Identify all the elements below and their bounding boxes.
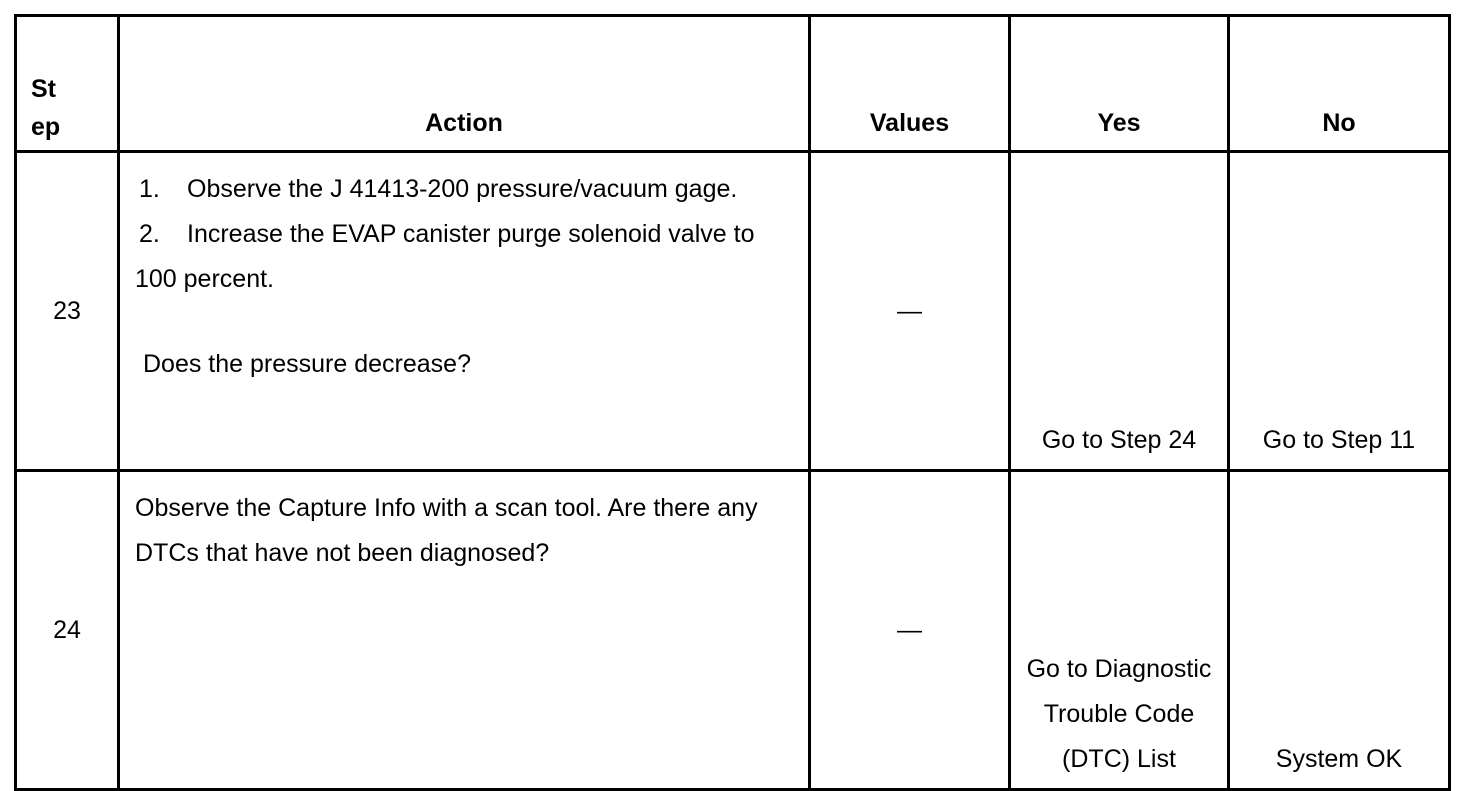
yes-cell: Go to Diagnostic Trouble Code (DTC) List bbox=[1010, 471, 1229, 790]
step-number: 23 bbox=[16, 152, 119, 471]
step-number: 24 bbox=[16, 471, 119, 790]
header-values: Values bbox=[810, 16, 1010, 152]
header-step-line2: ep bbox=[31, 113, 61, 141]
values-cell bbox=[810, 471, 1010, 790]
values-dash: — bbox=[897, 615, 922, 644]
values-dash: — bbox=[897, 296, 922, 325]
action-item-number: 2. bbox=[139, 220, 160, 248]
header-row bbox=[16, 16, 1450, 152]
action-cell bbox=[119, 152, 810, 471]
action-question: Does the pressure decrease? bbox=[143, 350, 471, 378]
header-no: No bbox=[1229, 16, 1450, 152]
action-item bbox=[135, 212, 792, 302]
diagnostic-table bbox=[14, 14, 1451, 791]
header-step-line1: St bbox=[31, 75, 56, 103]
header-action: Action bbox=[119, 16, 810, 152]
no-cell: System OK bbox=[1229, 471, 1450, 790]
action-item bbox=[135, 167, 792, 212]
header-yes: Yes bbox=[1010, 16, 1229, 152]
table-row bbox=[16, 152, 1450, 471]
header-step bbox=[16, 16, 119, 152]
yes-cell: Go to Step 24 bbox=[1010, 152, 1229, 471]
action-item-number: 1. bbox=[139, 175, 160, 203]
values-cell bbox=[810, 152, 1010, 471]
action-item-text: Increase the EVAP canister purge solenoid valve to 100 percent. bbox=[135, 220, 755, 293]
table-row bbox=[16, 471, 1450, 790]
action-cell: Observe the Capture Info with a scan tool. Are there any DTCs that have not been diagnosed? bbox=[119, 471, 810, 790]
action-item-text: Observe the J 41413-200 pressure/vacuum gage. bbox=[187, 175, 738, 203]
no-cell: Go to Step 11 bbox=[1229, 152, 1450, 471]
